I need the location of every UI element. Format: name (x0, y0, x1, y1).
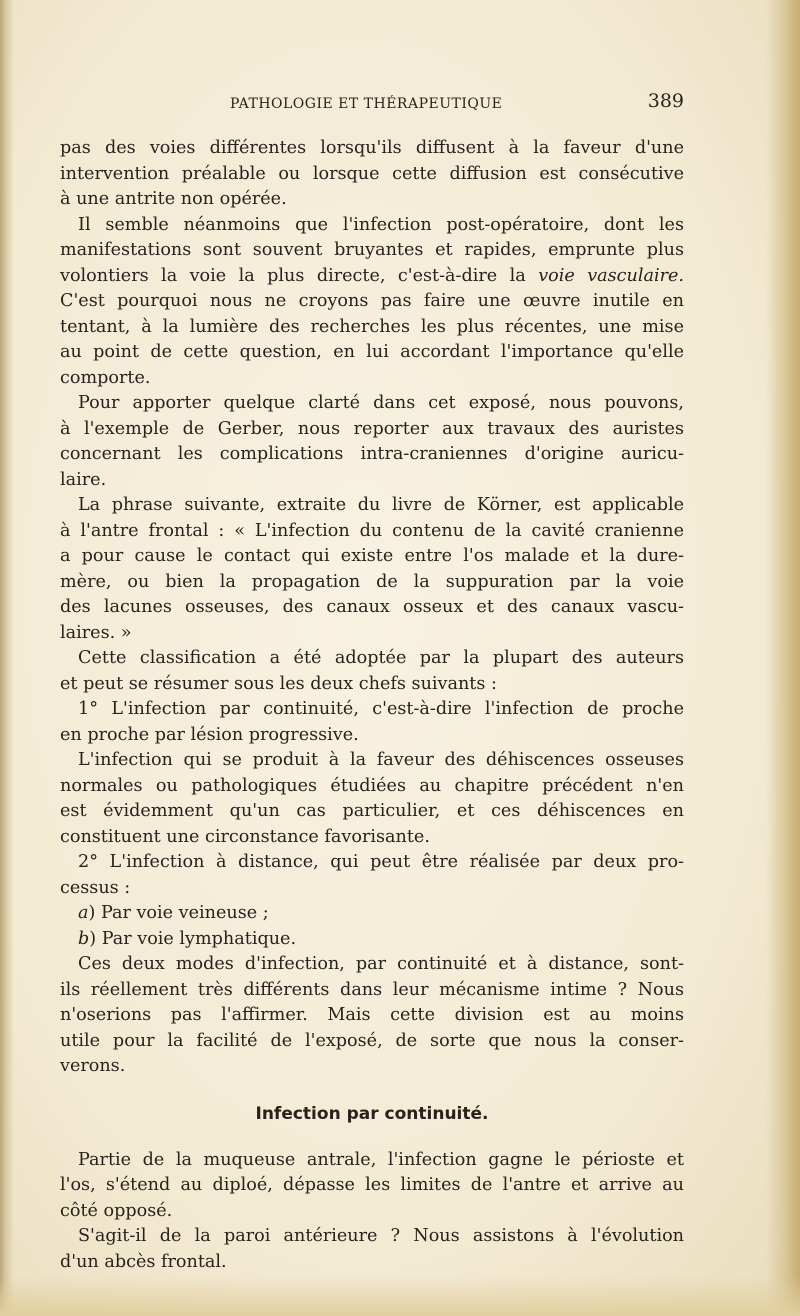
list-item-a (60, 901, 684, 927)
text-line: normales ou pathologiques étudiées au chapitre précédent n'en (60, 775, 684, 796)
text-line: utile pour la facilité de l'exposé, de sorte que nous la conser- (60, 1030, 684, 1051)
page-edge-bottom (0, 1276, 800, 1316)
list-text: ) Par voie veineuse ; (88, 903, 269, 923)
text-line: à une antrite non opérée. (60, 189, 287, 209)
page-edge-left (0, 0, 14, 1316)
text-line: cessus : (60, 877, 131, 898)
text-line: a pour cause le contact qui existe entre l'os malade et la dure- (60, 546, 684, 566)
text-line: manifestations sont souvent bruyantes et rapides, emprunte plus (60, 240, 684, 260)
text-line: intervention préalable ou lorsque cette diffusion est consécutive (60, 163, 684, 184)
text-line: constituent une circonstance favorisante. (60, 826, 430, 847)
list-text: ) Par voie lymphatique. (89, 928, 297, 949)
text-line: comporte. (60, 367, 151, 388)
page-edge-right (766, 0, 800, 1316)
text-line: 1° L'infection par continuité, c'est-à-dire l'infection de proche (78, 699, 684, 719)
text-line: en proche par lésion progressive. (60, 724, 359, 745)
page-header (230, 90, 684, 120)
text-line: Ces deux modes d'infection, par continuité et à distance, sont- (78, 954, 684, 974)
list-letter: b (78, 928, 90, 949)
text-line: La phrase suivante, extraite du livre de Körner, est applicable (78, 495, 684, 515)
text-line: concernant les complications intra-craniennes d'origine auricu- (60, 444, 684, 464)
text-line: et peut se résumer sous les deux chefs suivants : (60, 673, 497, 694)
list-item-b (60, 927, 684, 953)
text-line: Partie de la muqueuse antrale, l'infection gagne le périoste et (78, 1149, 684, 1170)
text-line: Pour apporter quelque clarté dans cet exposé, nous pouvons, (78, 393, 684, 413)
text-line: tentant, à la lumière des recherches les plus récentes, une mise (60, 316, 684, 337)
text-line: à l'exemple de Gerber, nous reporter aux travaux des auristes (60, 418, 684, 439)
text-line: des lacunes osseuses, des canaux osseux et des canaux vascu- (60, 597, 684, 617)
emphasis-voie-vasculaire: voie vasculaire. (538, 265, 684, 286)
text-line: laires. » (60, 622, 132, 643)
text-line: à l'antre frontal : « L'infection du contenu de la cavité cranienne (60, 520, 684, 541)
text-line: verons. (60, 1056, 126, 1076)
text-run: volontiers la voie la plus directe, c'est-à-dire la (60, 265, 539, 286)
text-line: L'infection qui se produit à la faveur des déhiscences osseuses (78, 750, 684, 770)
text-line: est évidemment qu'un cas particulier, et ces déhiscences en (60, 801, 684, 821)
text-line: S'agit-il de la paroi antérieure ? Nous assistons à l'évolution (78, 1226, 684, 1246)
text-line: côté opposé. (60, 1200, 173, 1221)
text-line: 2° L'infection à distance, qui peut être réalisée par deux pro- (78, 852, 684, 872)
list-letter: a (78, 903, 89, 923)
text-line: Il semble néanmoins que l'infection post-opératoire, dont les (78, 214, 684, 235)
text-line: au point de cette question, en lui accordant l'importance qu'elle (60, 342, 684, 362)
text-line: d'un abcès frontal. (60, 1251, 227, 1272)
text-line: ils réellement très différents dans leur mécanisme intime ? Nous (60, 979, 684, 1000)
text-line: pas des voies différentes lorsqu'ils diffusent à la faveur d'une (60, 138, 684, 158)
page-number: 389 (647, 90, 684, 112)
text-line: C'est pourquoi nous ne croyons pas faire une œuvre inutile en (60, 291, 684, 311)
running-title: PATHOLOGIE ET THÉRAPEUTIQUE (230, 96, 503, 112)
text-line: n'oserions pas l'affirmer. Mais cette division est au moins (60, 1005, 684, 1025)
text-line: mère, ou bien la propagation de la suppuration par la voie (60, 571, 684, 592)
text-line: l'os, s'étend au diploé, dépasse les limites de l'antre et arrive au (60, 1175, 684, 1195)
text-line: Cette classification a été adoptée par la plupart des auteurs (78, 648, 684, 668)
text-line: laire. (60, 469, 107, 490)
body-text (60, 136, 684, 1275)
section-heading: Infection par continuité. (255, 1103, 489, 1124)
text-line (60, 264, 684, 290)
